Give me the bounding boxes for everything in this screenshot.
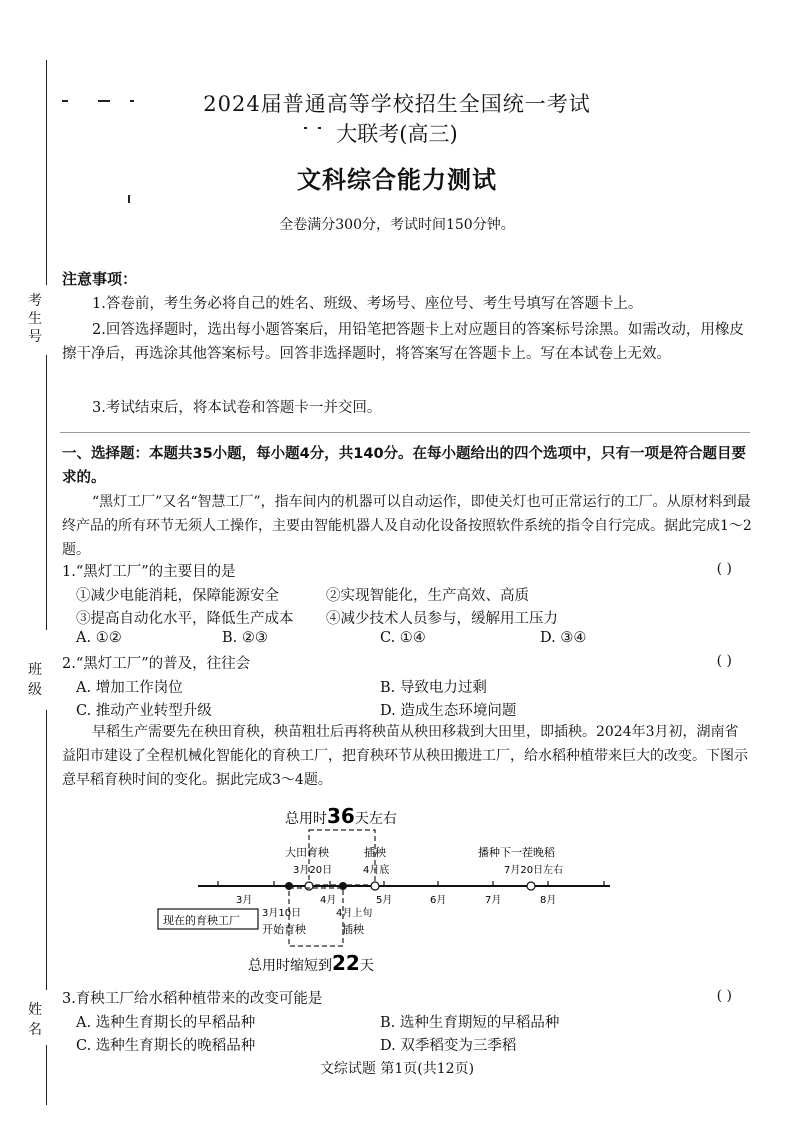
notice-item: 3.考试结束后，将本试卷和答题卡一并交回。 [92, 400, 382, 416]
notice-title: 注意事项： [62, 270, 138, 288]
statement-3: ③提高自动化水平，降低生产成本 [76, 611, 294, 627]
option-c: C. 选种生育期长的晚稻品种 [76, 1038, 256, 1054]
label-mar20: 3月20日 [293, 865, 333, 876]
option-a: A. 选种生育期长的早稻品种 [76, 1015, 256, 1031]
option-c: C. ①④ [380, 630, 426, 646]
event-transplant-new [339, 882, 347, 890]
option-b: B. 选种生育期短的早稻品种 [380, 1015, 560, 1031]
event-transplant-old [371, 882, 379, 890]
month-label: 5月 [376, 895, 393, 906]
option-d: D. 造成生态环境问题 [380, 703, 517, 719]
month-label: 8月 [540, 895, 557, 906]
event-field-start [305, 882, 313, 890]
top-total-label: 总用时36天左右 [285, 804, 397, 828]
option-a: A. ①② [76, 630, 122, 646]
month-label: 4月 [320, 895, 337, 906]
label-field-seedling: 大田育秧 [285, 846, 329, 859]
exam-title: 2024届普通高等学校招生全国统一考试 [203, 92, 591, 116]
option-d: D. ③④ [540, 630, 587, 646]
month-label: 6月 [430, 895, 447, 906]
notice-item: 2.回答选择题时，选出每小题答案后，用铅笔把答题卡上对应题目的答案标号涂黑。如需改动，用橡皮擦干净后，再选涂其他答案标号。回答非选择题时，将答案写在答题卡上。写在本试卷上无效。 [62, 322, 744, 362]
label-early-april: 4月上旬 [336, 908, 373, 919]
notice-item: 1.答卷前，考生务必将自己的姓名、班级、考场号、座位号、考生号填写在答题卡上。 [92, 296, 643, 312]
option-b: B. 导致电力过剩 [380, 680, 487, 696]
section-divider [60, 432, 750, 433]
class-label: 班级 [28, 662, 42, 698]
label-late-rice: 播种下一茬晚稻 [478, 846, 555, 859]
binding-line [46, 710, 47, 990]
month-label: 7月 [485, 895, 502, 906]
subject-title: 文科综合能力测试 [297, 166, 497, 194]
answer-paren: ( ) [716, 988, 732, 1004]
label-transplant-top: 插秧 [364, 846, 386, 859]
event-start-new [285, 882, 293, 890]
answer-paren: ( ) [716, 561, 732, 577]
section-heading: 一、选择题：本题共35小题，每小题4分，共140分。在每小题给出的四个选项中，只有一项是符合题目要求的。 [62, 446, 747, 486]
scan-mark [128, 195, 130, 203]
binding-line [46, 355, 47, 630]
option-d: D. 双季稻变为三季稻 [380, 1038, 517, 1054]
question-1-stem: 1.“黑灯工厂”的主要目的是 [62, 564, 236, 580]
score-note: 全卷满分300分，考试时间150分钟。 [279, 217, 515, 233]
option-b: B. ②③ [222, 630, 268, 646]
label-end-april: 4月底 [363, 865, 390, 876]
statement-2: ②实现智能化，生产高效、高质 [326, 588, 529, 604]
statement-4: ④减少技术人员参与，缓解用工压力 [326, 611, 558, 627]
material-text: 早稻生产需要先在秧田育秧，秧苗粗壮后再将秧苗从秧田移栽到大田里，即插秧。2024年3月初，湖南省益阳市建设了全程机械化智能化的育秧工厂，把育秧环节从秧田搬进工厂，给水稻种植带来巨大的改变。下图示意早稻育秧时间的变化。据此完成3～4题。 [62, 724, 748, 788]
label-transplant-bottom: 插秧 [342, 923, 364, 936]
exam-number-label: 考生号 [28, 293, 42, 345]
page-footer: 文综试题 第1页(共12页) [319, 1061, 475, 1077]
exam-subtitle: 大联考(高三) [336, 122, 458, 146]
option-c: C. 推动产业转型升级 [76, 703, 212, 719]
label-jul20: 7月20日左右 [504, 865, 564, 876]
option-a: A. 增加工作岗位 [76, 680, 183, 696]
month-label: 3月 [236, 895, 253, 906]
answer-paren: ( ) [716, 653, 732, 669]
statement-1: ①减少电能消耗，保障能源安全 [76, 588, 279, 604]
rice-seedling-timeline-figure [150, 800, 630, 985]
label-factory: 现在的育秧工厂 [163, 914, 240, 927]
question-3-stem: 3.育秧工厂给水稻种植带来的改变可能是 [62, 991, 323, 1007]
question-2-stem: 2.“黑灯工厂”的普及，往往会 [62, 656, 251, 672]
event-late-rice [527, 882, 535, 890]
label-begin-seedling: 开始育秧 [262, 923, 306, 936]
name-label: 姓名 [28, 1002, 42, 1038]
label-mar10: 3月10日 [262, 908, 302, 919]
material-text: “黑灯工厂”又名“智慧工厂”，指车间内的机器可以自动运作，即使关灯也可正常运行的工厂。从原材料到最终产品的所有环节无须人工操作，主要由智能机器人及自动化设备按照软件系统的指令自行完成。据此完成1～2题。 [62, 494, 752, 558]
bottom-total-label: 总用时缩短到22天 [248, 951, 374, 975]
